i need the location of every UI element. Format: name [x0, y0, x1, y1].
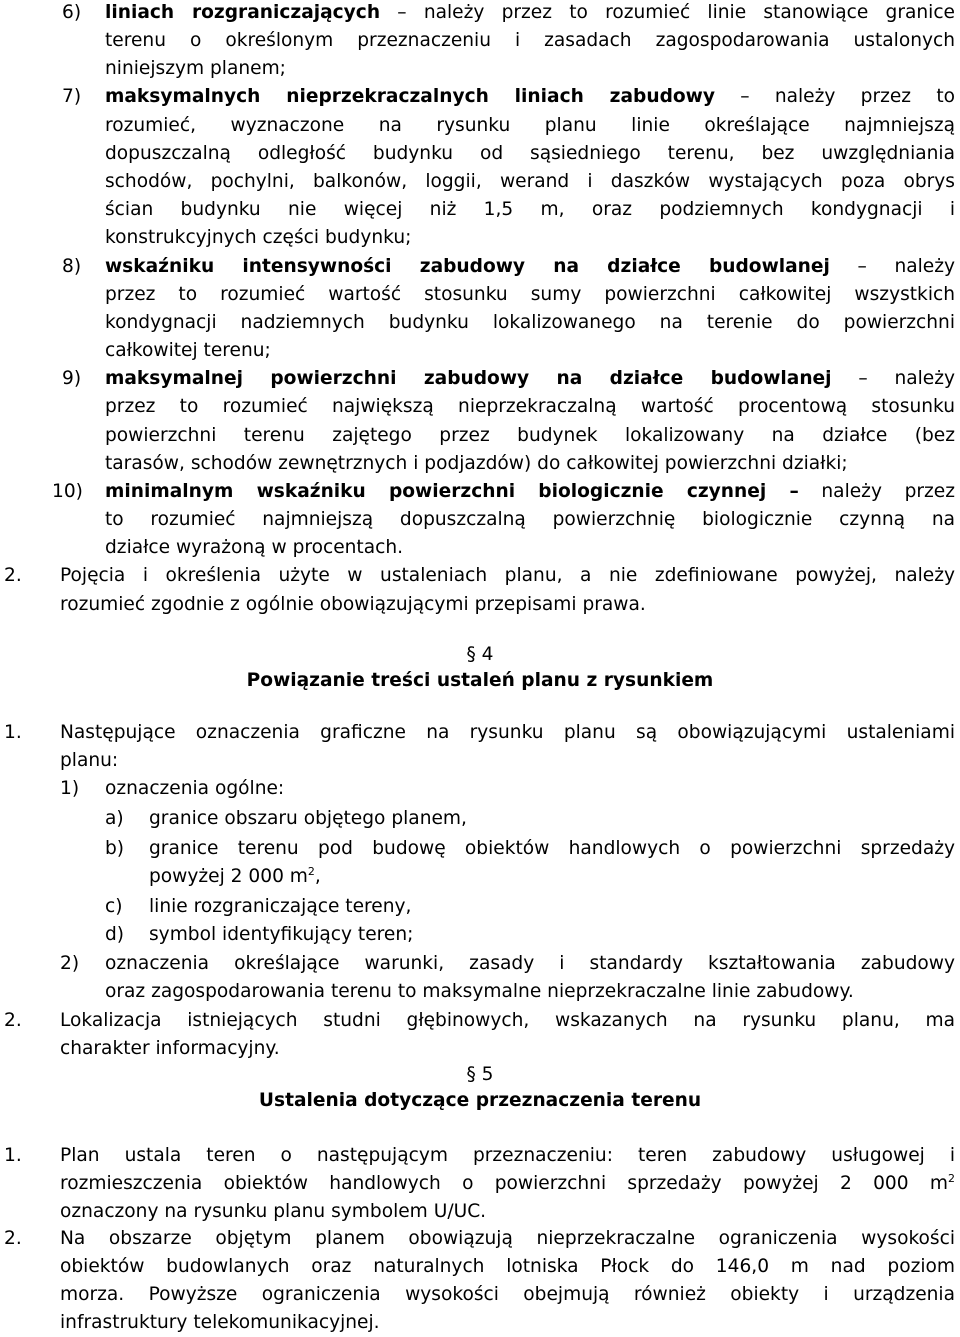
text-line: Lokalizacja istniejących studni głębinowych, wskazanych na rysunku planu, ma: [60, 1010, 955, 1031]
paragraph-number: 1.: [4, 722, 22, 743]
paragraph-number: 1.: [4, 1145, 22, 1166]
text-line: niniejszym planem;: [105, 58, 286, 79]
text-line: to rozumieć najmniejszą dopuszczalną powierzchnię biologicznie czynną na: [105, 509, 955, 530]
text-line: planu:: [60, 750, 119, 771]
text-line: Na obszarze objętym planem obowiązują nieprzekraczalne ograniczenia wysokości: [60, 1228, 955, 1249]
definition-line: maksymalnych nieprzekraczalnych liniach zabudowy – należy przez to: [105, 86, 955, 107]
text-line: ścian budynku nie więcej niż 1,5 m, oraz podziemnych kondygnacji i: [105, 199, 955, 220]
text-line: dopuszczalną odległość budynku od sąsiedniego terenu, bez uwzględniania: [105, 143, 955, 164]
text-line: powyżej 2 000 $m^2$,: [149, 865, 321, 887]
text-line: działce wyrażoną w procentach.: [105, 537, 404, 558]
text-line: terenu o określonym przeznaczeniu i zasadach zagospodarowania ustalonych: [105, 30, 955, 51]
text-line: oznaczenia ogólne:: [105, 778, 285, 799]
text-line: linie rozgraniczające tereny,: [149, 896, 412, 917]
text-line: morza. Powyższe ograniczenia wysokości obejmują również obiekty i urządzenia: [60, 1284, 955, 1305]
list-number: 2): [60, 953, 80, 974]
text-line: rozumieć, wyznaczone na rysunku planu linie określające najmniejszą: [105, 115, 955, 136]
text-line: oznaczony na rysunku planu symbolem U/UC.: [60, 1201, 487, 1222]
section-title: Powiązanie treści ustaleń planu z rysunkiem: [246, 670, 714, 691]
text-line: granice obszaru objętego planem,: [149, 808, 467, 829]
definition-line: minimalnym wskaźniku powierzchni biologicznie czynnej – należy przez: [105, 481, 955, 502]
section-title: Ustalenia dotyczące przeznaczenia terenu: [258, 1090, 702, 1111]
text-line: obiektów budowlanych oraz naturalnych lotniska Płock do 146,0 m nad poziom: [60, 1256, 955, 1277]
text-line: Pojęcia i określenia użyte w ustaleniach planu, a nie zdefiniowane powyżej, należy: [60, 565, 955, 586]
list-letter: b): [105, 838, 125, 859]
defined-term: minimalnym wskaźniku powierzchni biologicznie czynnej –: [105, 481, 799, 502]
text-line: Następujące oznaczenia graficzne na rysunku planu są obowiązującymi ustaleniami: [60, 722, 955, 743]
text-line: przez to rozumieć największą nieprzekraczalną wartość procentową stosunku: [105, 396, 955, 417]
paragraph-number: 2.: [4, 565, 22, 586]
list-letter: d): [105, 924, 125, 945]
text-line: Plan ustala teren o następującym przeznaczeniu: teren zabudowy usługowej i: [60, 1145, 955, 1166]
list-number: 6): [62, 2, 82, 23]
text-line: charakter informacyjny.: [60, 1038, 280, 1059]
text-line: schodów, pochylni, balkonów, loggii, werand i daszków wystających poza obrys: [105, 171, 955, 192]
list-number: 9): [62, 368, 82, 389]
list-letter: c): [105, 896, 123, 917]
text-line: rozumieć zgodnie z ogólnie obowiązującymi przepisami prawa.: [60, 594, 646, 615]
definition-line: wskaźniku intensywności zabudowy na działce budowlanej – należy: [105, 256, 955, 277]
text-line: rozmieszczenia obiektów handlowych o powierzchni sprzedaży powyżej 2 000 $m^2$: [60, 1172, 955, 1194]
text-line: powierzchni terenu zajętego przez budynek lokalizowany na działce (bez: [105, 425, 955, 446]
text-line: kondygnacji nadziemnych budynku lokalizowanego na terenie do powierzchni: [105, 312, 955, 333]
list-number: 8): [62, 256, 82, 277]
list-letter: a): [105, 808, 124, 829]
section-mark: § 4: [466, 644, 494, 665]
list-number: 7): [62, 86, 82, 107]
list-number: 1): [60, 778, 80, 799]
text-line: symbol identyfikujący teren;: [149, 924, 414, 945]
defined-term: wskaźniku intensywności zabudowy na działce budowlanej: [105, 256, 830, 277]
list-number: 10): [52, 481, 83, 502]
text-line: infrastruktury telekomunikacyjnej.: [60, 1312, 380, 1333]
paragraph-number: 2.: [4, 1228, 22, 1249]
defined-term: liniach rozgraniczających: [105, 2, 381, 23]
text-line: granice terenu pod budowę obiektów handlowych o powierzchni sprzedaży: [149, 838, 955, 859]
defined-term: maksymalnej powierzchni zabudowy na działce budowlanej: [105, 368, 832, 389]
text-line: oznaczenia określające warunki, zasady i standardy kształtowania zabudowy: [105, 953, 955, 974]
text-line: całkowitej terenu;: [105, 340, 271, 361]
text-line: konstrukcyjnych części budynku;: [105, 227, 412, 248]
definition-line: maksymalnej powierzchni zabudowy na działce budowlanej – należy: [105, 368, 955, 389]
paragraph-number: 2.: [4, 1010, 22, 1031]
definition-line: liniach rozgraniczających – należy przez to rozumieć linie stanowiące granice: [105, 2, 956, 23]
defined-term: maksymalnych nieprzekraczalnych liniach zabudowy: [105, 86, 715, 107]
text-line: tarasów, schodów zewnętrznych i podjazdów) do całkowitej powierzchni działki;: [105, 453, 848, 474]
text-line: oraz zagospodarowania terenu to maksymalne nieprzekraczalne linie zabudowy.: [105, 981, 854, 1002]
text-line: przez to rozumieć wartość stosunku sumy powierzchni całkowitej wszystkich: [105, 284, 955, 305]
section-mark: § 5: [466, 1064, 494, 1085]
